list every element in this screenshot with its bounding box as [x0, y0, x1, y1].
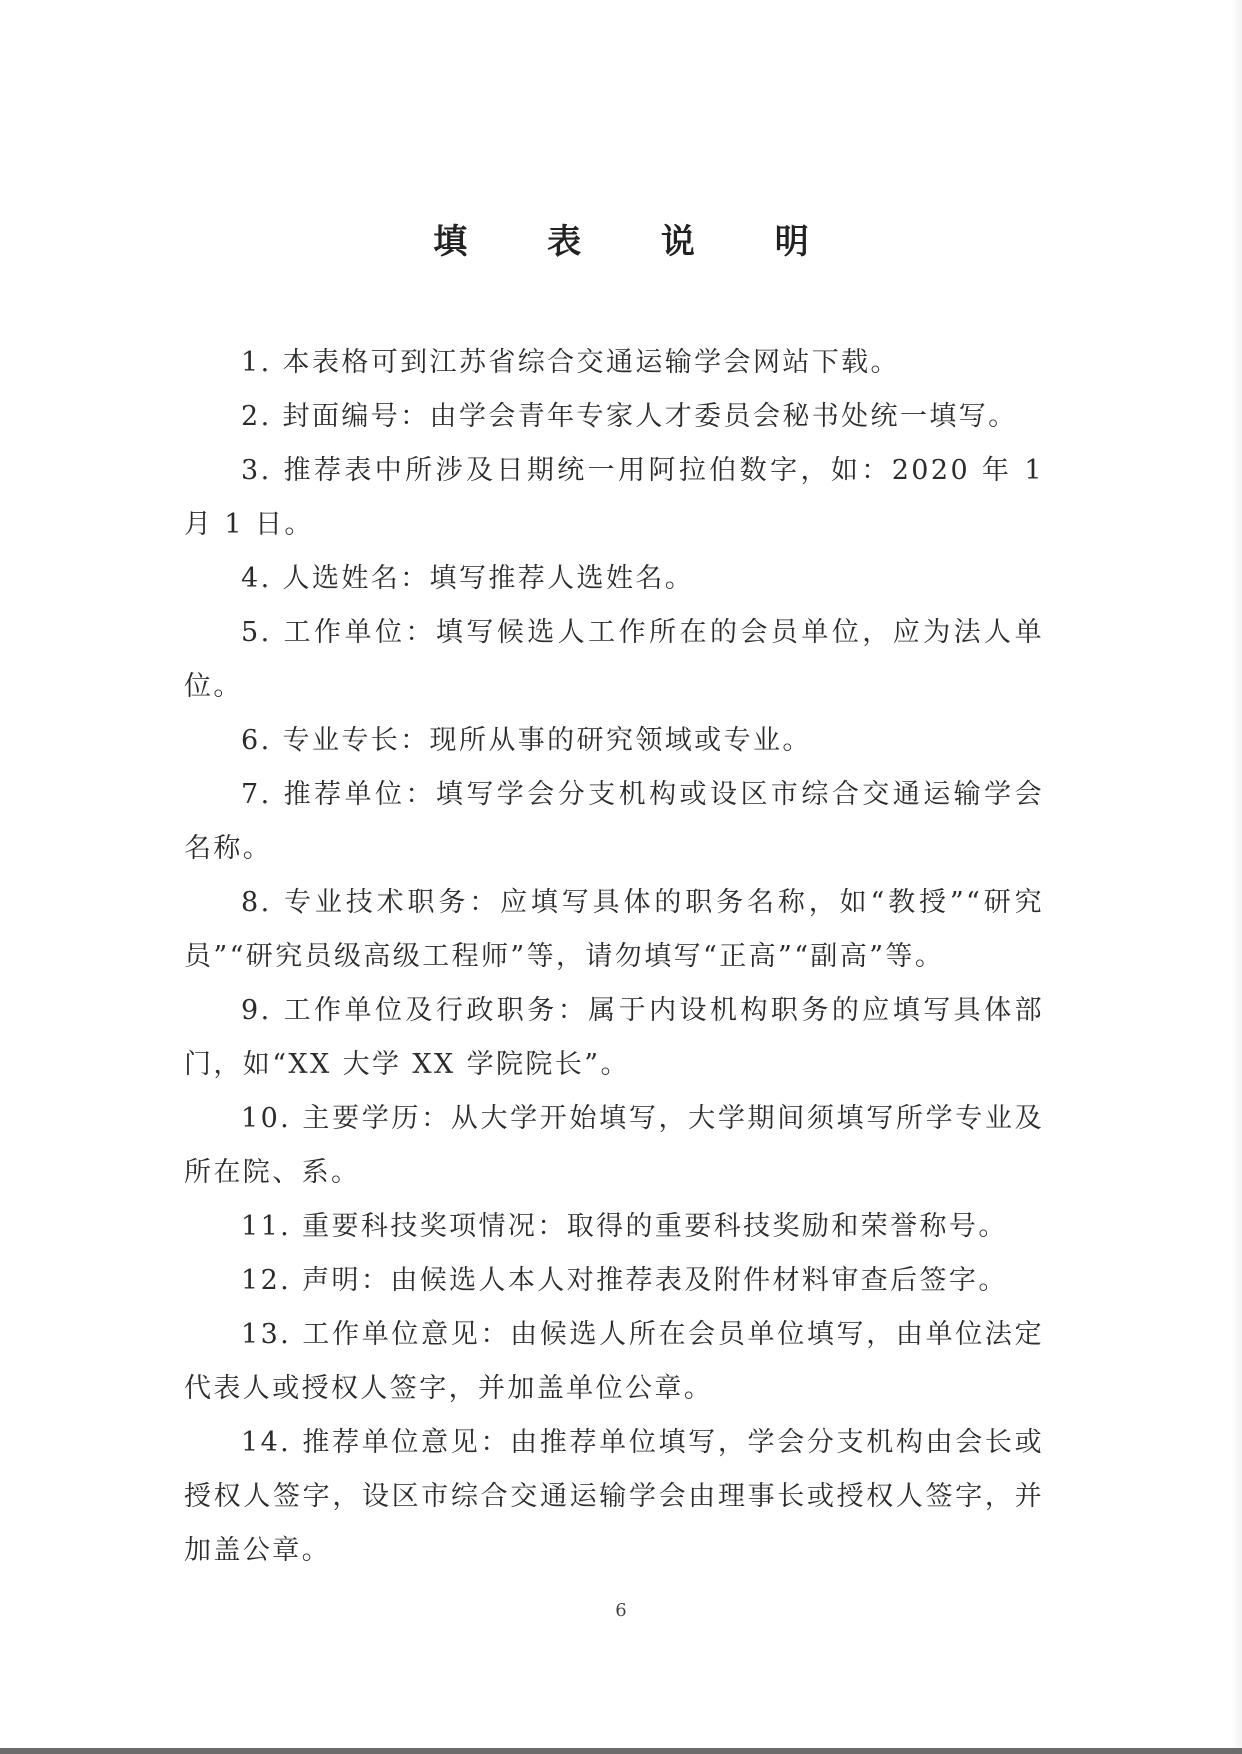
instruction-item-8: 8. 专业技术职务：应填写具体的职务名称，如“教授”“研究员”“研究员级高级工程师”等，请勿填写“正高”“副高”等。: [184, 887, 1044, 972]
page-title: 填 表 说 明: [433, 222, 843, 262]
scan-bottom-border: [0, 1748, 1242, 1754]
instruction-item-11: 11. 重要科技奖项情况：取得的重要科技奖励和荣誉称号。: [241, 1211, 1008, 1242]
instruction-item-7: 7. 推荐单位：填写学会分支机构或设区市综合交通运输学会名称。: [184, 779, 1044, 864]
instruction-item-9: 9. 工作单位及行政职务：属于内设机构职务的应填写具体部门，如“XX 大学 XX 学院院长”。: [184, 995, 1044, 1080]
instruction-item-14: 14. 推荐单位意见：由推荐单位填写，学会分支机构由会长或授权人签字，设区市综合交通运输学会由理事长或授权人签字，并加盖公章。: [184, 1427, 1044, 1566]
instruction-item-6: 6. 专业专长：现所从事的研究领域或专业。: [241, 725, 812, 756]
instruction-item-4: 4. 人选姓名：填写推荐人选姓名。: [241, 563, 695, 594]
instruction-item-13: 13. 工作单位意见：由候选人所在会员单位填写，由单位法定代表人或授权人签字，并加盖单位公章。: [184, 1319, 1044, 1404]
page-number: 6: [615, 1600, 627, 1621]
instruction-item-3: 3. 推荐表中所涉及日期统一用阿拉伯数字，如：2020 年 1 月 1 日。: [184, 455, 1044, 540]
instruction-item-1: 1. 本表格可到江苏省综合交通运输学会网站下载。: [241, 347, 900, 378]
instruction-item-2: 2. 封面编号：由学会青年专家人才委员会秘书处统一填写。: [241, 401, 1018, 432]
instruction-item-12: 12. 声明：由候选人本人对推荐表及附件材料审查后签字。: [241, 1265, 1008, 1296]
instruction-item-5: 5. 工作单位：填写候选人工作所在的会员单位，应为法人单位。: [184, 617, 1044, 702]
instruction-list: [184, 336, 1044, 1578]
scan-edge-shadow: [1232, 0, 1242, 1754]
instruction-item-10: 10. 主要学历：从大学开始填写，大学期间须填写所学专业及所在院、系。: [184, 1103, 1044, 1188]
